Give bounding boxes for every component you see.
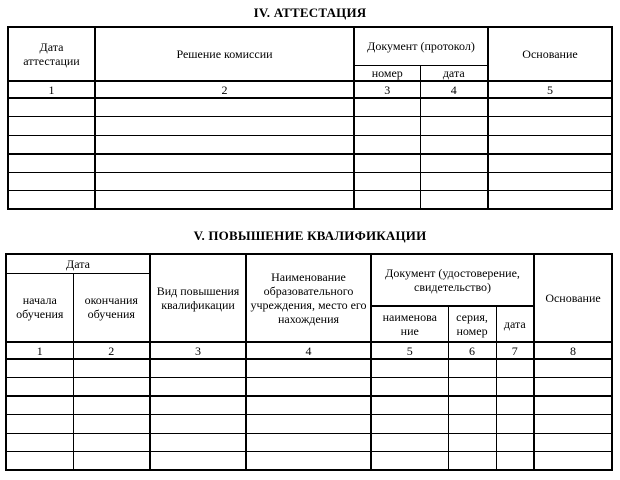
table-cell[interactable] [246, 359, 371, 378]
column-number: 4 [246, 342, 371, 359]
table-cell[interactable] [6, 452, 73, 471]
table-cell[interactable] [534, 452, 612, 471]
header-document-date: дата [496, 306, 534, 342]
table-cell[interactable] [95, 117, 354, 136]
table-cell[interactable] [150, 396, 246, 415]
header-date: Дата [6, 254, 150, 273]
table-cell[interactable] [246, 396, 371, 415]
header-protocol-document: Документ (протокол) [354, 27, 488, 65]
table-cell[interactable] [448, 415, 496, 434]
header-institution: Наименование образовательного учреждения, место его нахождения [246, 254, 371, 342]
table-cell[interactable] [371, 359, 448, 378]
table-cell[interactable] [95, 191, 354, 210]
table-cell[interactable] [354, 172, 420, 191]
table-cell[interactable] [8, 98, 95, 117]
table-cell[interactable] [246, 452, 371, 471]
table-cell[interactable] [420, 117, 488, 136]
header-basis: Основание [534, 254, 612, 342]
table-cell[interactable] [73, 433, 150, 452]
table-cell[interactable] [420, 172, 488, 191]
table-cell[interactable] [534, 415, 612, 434]
table-cell[interactable] [534, 378, 612, 397]
table-cell[interactable] [6, 415, 73, 434]
table-cell[interactable] [150, 378, 246, 397]
table-cell[interactable] [488, 98, 612, 117]
table-cell[interactable] [95, 135, 354, 154]
column-number: 6 [448, 342, 496, 359]
table-cell[interactable] [150, 452, 246, 471]
table-cell[interactable] [371, 452, 448, 471]
table-row [6, 433, 612, 452]
header-protocol-number: номер [354, 65, 420, 81]
table-cell[interactable] [150, 359, 246, 378]
table-cell[interactable] [534, 433, 612, 452]
table-cell[interactable] [496, 378, 534, 397]
header-commission-decision: Решение комиссии [95, 27, 354, 81]
table-cell[interactable] [6, 433, 73, 452]
column-number: 5 [371, 342, 448, 359]
table-cell[interactable] [448, 378, 496, 397]
table-cell[interactable] [246, 378, 371, 397]
table-cell[interactable] [488, 135, 612, 154]
table-cell[interactable] [95, 154, 354, 173]
table-cell[interactable] [8, 135, 95, 154]
table-cell[interactable] [73, 359, 150, 378]
header-document-name: наименова ние [371, 306, 448, 342]
table-row [8, 191, 612, 210]
table-cell[interactable] [448, 396, 496, 415]
table-cell[interactable] [246, 415, 371, 434]
table-cell[interactable] [488, 191, 612, 210]
table-row [6, 378, 612, 397]
table-cell[interactable] [371, 433, 448, 452]
header-attestation-date: Дата аттестации [8, 27, 95, 81]
table-cell[interactable] [488, 117, 612, 136]
header-certificate-document: Документ (удостоверение, свидетельство) [371, 254, 534, 306]
table-cell[interactable] [73, 452, 150, 471]
table-cell[interactable] [488, 172, 612, 191]
table-cell[interactable] [371, 415, 448, 434]
table-cell[interactable] [420, 154, 488, 173]
qualification-table [5, 253, 613, 471]
table-cell[interactable] [420, 135, 488, 154]
table-row [8, 98, 612, 117]
table-cell[interactable] [496, 433, 534, 452]
column-number: 2 [95, 81, 354, 98]
table-cell[interactable] [496, 452, 534, 471]
table-cell[interactable] [354, 154, 420, 173]
table-row [6, 359, 612, 378]
header-basis: Основание [488, 27, 612, 81]
table-cell[interactable] [8, 191, 95, 210]
table-cell[interactable] [354, 135, 420, 154]
header-protocol-date: дата [420, 65, 488, 81]
table-cell[interactable] [73, 415, 150, 434]
table-cell[interactable] [354, 191, 420, 210]
table-cell[interactable] [448, 452, 496, 471]
table-cell[interactable] [420, 191, 488, 210]
table-cell[interactable] [150, 433, 246, 452]
table-row [6, 415, 612, 434]
table-cell[interactable] [371, 396, 448, 415]
table-cell[interactable] [496, 396, 534, 415]
header-start-date: начала обучения [6, 273, 73, 342]
column-number: 3 [150, 342, 246, 359]
column-number: 1 [6, 342, 73, 359]
table-cell[interactable] [448, 433, 496, 452]
table-cell[interactable] [8, 172, 95, 191]
table-row [6, 452, 612, 471]
table-row [8, 172, 612, 191]
table-row [6, 396, 612, 415]
table-cell[interactable] [246, 433, 371, 452]
table-cell[interactable] [448, 359, 496, 378]
section-qualification-title: V. ПОВЫШЕНИЕ КВАЛИФИКАЦИИ [193, 228, 427, 243]
table-cell[interactable] [6, 359, 73, 378]
column-number: 2 [73, 342, 150, 359]
table-cell[interactable] [354, 98, 420, 117]
header-series-number: серия, номер [448, 306, 496, 342]
attestation-table [7, 26, 613, 210]
table-cell[interactable] [95, 172, 354, 191]
table-cell[interactable] [8, 154, 95, 173]
section-attestation-title: IV. АТТЕСТАЦИЯ [253, 5, 367, 20]
table-cell[interactable] [496, 415, 534, 434]
column-number: 5 [488, 81, 612, 98]
column-number: 8 [534, 342, 612, 359]
table-row [8, 135, 612, 154]
table-cell[interactable] [488, 154, 612, 173]
header-qualification-type: Вид повышения квалификации [150, 254, 246, 342]
table-row [8, 154, 612, 173]
header-end-date: окончания обучения [73, 273, 150, 342]
table-cell[interactable] [496, 359, 534, 378]
table-cell[interactable] [95, 98, 354, 117]
table-cell[interactable] [6, 396, 73, 415]
table-row [8, 117, 612, 136]
column-number: 3 [354, 81, 420, 98]
table-cell[interactable] [150, 415, 246, 434]
table-cell[interactable] [371, 378, 448, 397]
table-cell[interactable] [73, 378, 150, 397]
table-cell[interactable] [534, 396, 612, 415]
column-number: 1 [8, 81, 95, 98]
table-cell[interactable] [420, 98, 488, 117]
column-number: 4 [420, 81, 488, 98]
table-cell[interactable] [73, 396, 150, 415]
table-cell[interactable] [8, 117, 95, 136]
table-cell[interactable] [354, 117, 420, 136]
column-number: 7 [496, 342, 534, 359]
table-cell[interactable] [6, 378, 73, 397]
table-cell[interactable] [534, 359, 612, 378]
